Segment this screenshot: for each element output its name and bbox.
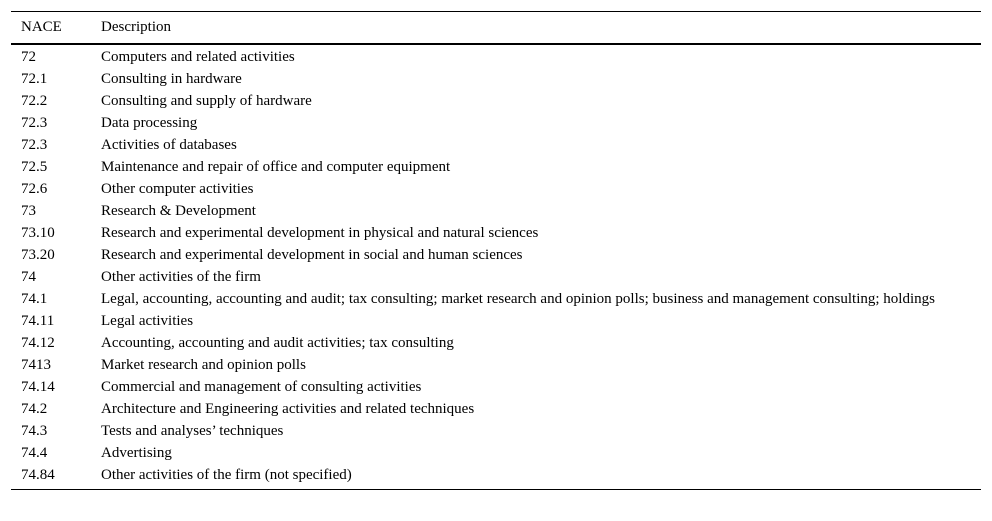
nace-code-cell: 72.5: [21, 159, 48, 175]
description-cell: Market research and opinion polls: [101, 357, 306, 373]
header-row: [11, 12, 981, 45]
nace-code-cell: 72.3: [21, 137, 48, 153]
description-cell: Research and experimental development in social and human sciences: [101, 247, 523, 263]
description-cell: Other activities of the firm: [101, 269, 261, 285]
table-row: [11, 464, 981, 490]
table-row: [11, 222, 981, 244]
nace-code-cell: 72.6: [21, 181, 48, 197]
nace-code-cell: 74.12: [21, 335, 55, 351]
nace-code-cell: 73.20: [21, 247, 55, 263]
description-cell: Advertising: [101, 445, 172, 461]
table-row: [11, 332, 981, 354]
nace-code-cell: 72: [21, 49, 36, 65]
table-row: [11, 90, 981, 112]
table-row: [11, 134, 981, 156]
description-cell: Research and experimental development in physical and natural sciences: [101, 225, 539, 241]
table-row: [11, 442, 981, 464]
table-row: [11, 200, 981, 222]
table-row: [11, 354, 981, 376]
table-body: [11, 44, 981, 490]
description-cell: Research & Development: [101, 203, 256, 219]
nace-code-cell: 73: [21, 203, 36, 219]
table-row: [11, 398, 981, 420]
table-row: [11, 376, 981, 398]
table-row: [11, 244, 981, 266]
nace-code-cell: 74.84: [21, 467, 55, 483]
description-cell: Legal activities: [101, 313, 194, 329]
description-cell: Consulting and supply of hardware: [101, 93, 312, 109]
nace-code-cell: 7413: [21, 357, 51, 373]
nace-code-cell: 72.3: [21, 115, 48, 131]
description-cell: Computers and related activities: [101, 49, 295, 65]
nace-code-cell: 74.2: [21, 401, 48, 417]
header-description: Description: [101, 19, 171, 35]
nace-code-cell: 73.10: [21, 225, 55, 241]
table-row: [11, 420, 981, 442]
nace-code-cell: 74.3: [21, 423, 48, 439]
table-row: [11, 44, 981, 68]
table-row: [11, 68, 981, 90]
nace-code-cell: 74: [21, 269, 36, 285]
description-cell: Maintenance and repair of office and computer equipment: [101, 159, 451, 175]
nace-code-cell: 72.2: [21, 93, 48, 109]
description-cell: Architecture and Engineering activities and related techniques: [101, 401, 475, 417]
description-cell: Activities of databases: [101, 137, 237, 153]
nace-code-cell: 74.14: [21, 379, 55, 395]
table-row: [11, 156, 981, 178]
nace-code-cell: 74.1: [21, 291, 48, 307]
table-row: [11, 310, 981, 332]
table-row: [11, 288, 981, 310]
header-nace: NACE: [21, 19, 62, 35]
table-row: [11, 266, 981, 288]
table-row: [11, 178, 981, 200]
nace-code-cell: 72.1: [21, 71, 48, 87]
description-cell: Commercial and management of consulting activities: [101, 379, 422, 395]
description-cell: Tests and analyses’ techniques: [101, 423, 284, 439]
table-header: [11, 12, 981, 45]
description-cell: Consulting in hardware: [101, 71, 242, 87]
nace-table-container: [11, 11, 981, 490]
description-cell: Other computer activities: [101, 181, 254, 197]
nace-code-cell: 74.4: [21, 445, 48, 461]
table-row: [11, 112, 981, 134]
description-cell: Accounting, accounting and audit activities; tax consulting: [101, 335, 454, 351]
description-cell: Other activities of the firm (not specified): [101, 467, 352, 483]
description-cell: Data processing: [101, 115, 198, 131]
nace-table: [11, 11, 981, 490]
nace-code-cell: 74.11: [21, 313, 55, 329]
description-cell: Legal, accounting, accounting and audit; tax consulting; market research and opinion polls; business and management consulting; holdings: [101, 291, 935, 307]
